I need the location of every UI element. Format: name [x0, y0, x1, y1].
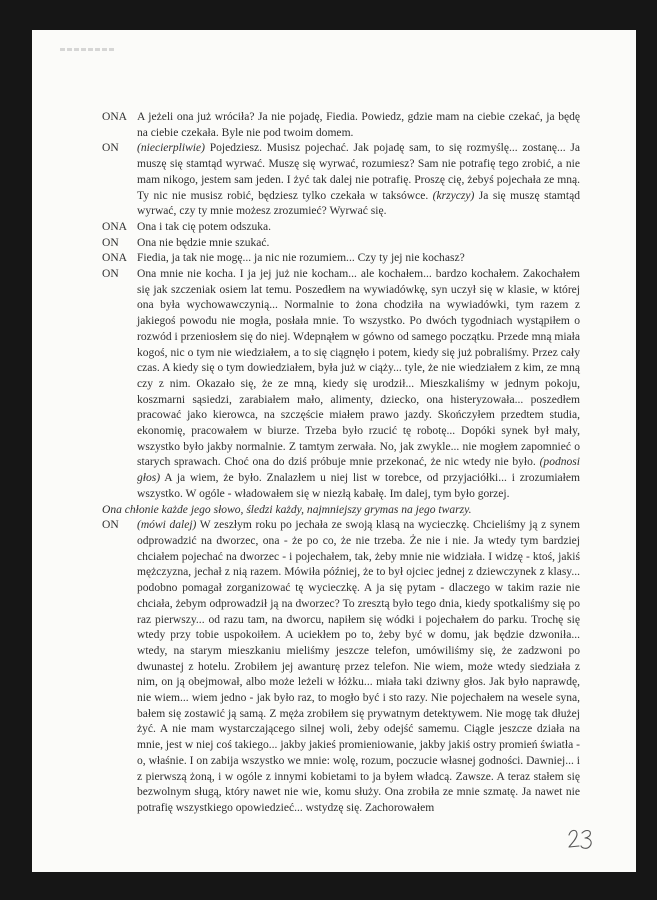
stage-direction: (mówi dalej)	[137, 519, 197, 532]
handwritten-page-number	[566, 826, 596, 852]
speaker-name: ON	[102, 142, 119, 155]
dialogue-text	[102, 110, 580, 817]
dialogue-line	[102, 220, 580, 236]
faded-header-mark	[60, 48, 116, 51]
line-text	[137, 267, 580, 503]
line-text	[137, 141, 580, 220]
speaker-name: ONA	[102, 252, 128, 265]
line-text	[137, 518, 580, 816]
stage-direction: (podnosi głos)	[137, 456, 580, 485]
line-text	[137, 251, 580, 267]
dialogue-line	[102, 236, 580, 252]
stage-direction: (krzyczy)	[432, 189, 475, 202]
speech-segment: Ona mnie nie kocha. I ja jej już nie kocham... ale kochałem... bardzo kochałem. Zakochałem się jak szczeniak osiem lat temu. Poszedłem na wywiadówkę, syn uczył się w klasie, w której ona była wychowawczynią... Normalnie to żona chodziła na wywiadówki, tym razem z jakiegoś powodu nie mogła, posłała mnie. To wszystko. Po dwóch tygodniach wystąpiłem o rozwód i przeniosłem się do niej. Wdepnąłem w gówno od samego początku. Przede mną miała kogoś, nic o tym nie wiedziałem, a to się ciągnęło i potem, kiedy się już pobraliśmy. Przez cały czas. A kiedy się o tym dowiedziałem, była już w ciąży... tyle, że nie wiedziałem z kim, ze mną czy z nim. Okazało się, że ze mną, kiedy się urodził... Mieszkaliśmy w jednym pokoju, koszmarni sąsiedzi, zarabiałem mało, alimenty, dziecko, ona histeryzowała... poszedłem pracować jako kierowca, na szczęście miałem prawo jazdy. Skończyłem przedtem studia, ekonomię, pracowałem w biurze. Trzeba było rzucić tę robotę... Dopóki synek był mały, wszystko było jakby normalnie. Z tamtym zerwała. No, jak zwykle... nie mogłem zapomnieć o starych sprawach. Choć ona do dziś próbuje mnie przekonać, że nic wtedy nie było.	[137, 268, 580, 469]
speech-segment: A ja wiem, że było. Znalazłem u niej list w torebce, od przyjaciółki... i zrozumiałem wszystko. W ogóle - władowałem się w niezłą kabałę. Im dalej, tym było gorzej.	[137, 472, 580, 500]
speech-segment: Fiedia, ja tak nie mogę... ja nic nie rozumiem... Czy ty jej nie kochasz?	[137, 252, 465, 265]
dialogue-line	[102, 251, 580, 267]
speech-segment: Ona nie będzie mnie szukać.	[137, 236, 270, 249]
dialogue-line	[102, 141, 580, 220]
stage-direction: Ona chłonie każde jego słowo, śledzi każdy, najmniejszy grymas na jego twarzy.	[102, 503, 472, 516]
speech-segment: Pojedziesz. Musisz pojechać. Jak pojadę sam, to się rozmyślę... zostanę... Ja muszę się stamtąd wyrwać. Muszę się wyrwać, rozumiesz? Sam nie potrafię tego zrobić, a nie mam nikogo, jestem sam jeden. I żyć tak dalej nie potrafię. Proszę cię, żebyś pojechała ze mną. Ty nic nie musisz robić, będziesz tylko czekała w taksówce.	[137, 142, 580, 202]
line-text	[137, 110, 580, 141]
speaker-name: ON	[102, 236, 119, 249]
line-text	[137, 220, 580, 236]
speaker-name: ONA	[102, 111, 128, 123]
dialogue-line	[102, 518, 580, 816]
line-text	[137, 236, 580, 252]
speaker-name: ONA	[102, 220, 128, 233]
speaker-name: ON	[102, 519, 119, 532]
speech-segment: W zeszłym roku po jechała ze swoją klasą na wycieczkę. Chcieliśmy ją z synem odprowadzić na dworzec, ona - że po co, że nie trzeba. Że nie i nie. Ja wtedy tym bardziej chciałem pojechać na dworzec - i pojechałem, tak, żeby mnie nie widziała. I widzę - ktoś, jakiś mężczyzna, jechał z nią razem. Mówiła później, że to był ojciec jednej z dziewczynek z klasy... podobno pomagał zorganizować tę wycieczkę. A ja się pytam - dlaczego w takim razie nie chciała, żebym odprowadził ją na dworzec? To zresztą było tego dnia, kiedy spotkaliśmy się po raz pierwszy... od razu tam, na dworcu, napiłem się wódki i pojechałem do parku. Trochę się wtedy przy tobie uspokoiłem. A uciekłem po to, żeby być w domu, jak będzie dzwoniła... wtedy, na starym mieszkaniu mieliśmy jeszcze telefon, umówiliśmy się, że zadzwoni po dwunastej z hotelu. Zrobiłem jej awanturę przez telefon. Nie wiem, może wtedy siedziała z nim, on ją obejmował, albo może leżeli w łóżku... miała taki dziwny głos. Jak było naprawdę, nie wiem... wiem jedno - jak było raz, to mogło być i sto razy. Nie pojechałem na wesele syna, bałem się zostawić ją samą. Z męża zrobiłem się prywatnym detektywem. Nie mogę tak dłużej żyć. A nie mam wystarczającego silnej woli, żeby odejść samemu. Ciągle jeszcze działa na mnie, jest w niej coś takiego... jakby jakieś promieniowanie, jakby jakiś ostry promień światła - o, właśnie. I on zabija wszystko we mnie: wolę, rozum, poczucie własnej godności. Dawniej... i z pierwszą żoną, i w ogóle z innymi kobietami to ja byłem władcą. Zawsze. A teraz stałem się bezwolnym sługą, który nawet nie wie, komu służy. Ona zrobiła ze mnie szmatę. Ja nawet nie potrafię wszystkiego opowiedzieć... wstydzę się. Zachorowałem	[137, 519, 580, 814]
speech-segment: A jeżeli ona już wróciła? Ja nie pojadę, Fiedia. Powiedz, gdzie mam na ciebie czekać, ja będę na ciebie czekała. Byle nie pod twoim domem.	[137, 111, 580, 139]
stage-direction: (niecierpliwie)	[137, 142, 205, 155]
speaker-name: ON	[102, 268, 119, 281]
speech-segment: Ja się muszę stamtąd wyrwać, czy ty mnie możesz zrozumieć? Wyrwać się.	[137, 189, 580, 218]
dialogue-line	[102, 110, 580, 141]
dialogue-line	[102, 267, 580, 503]
speech-segment: Ona i tak cię potem odszuka.	[137, 220, 272, 233]
